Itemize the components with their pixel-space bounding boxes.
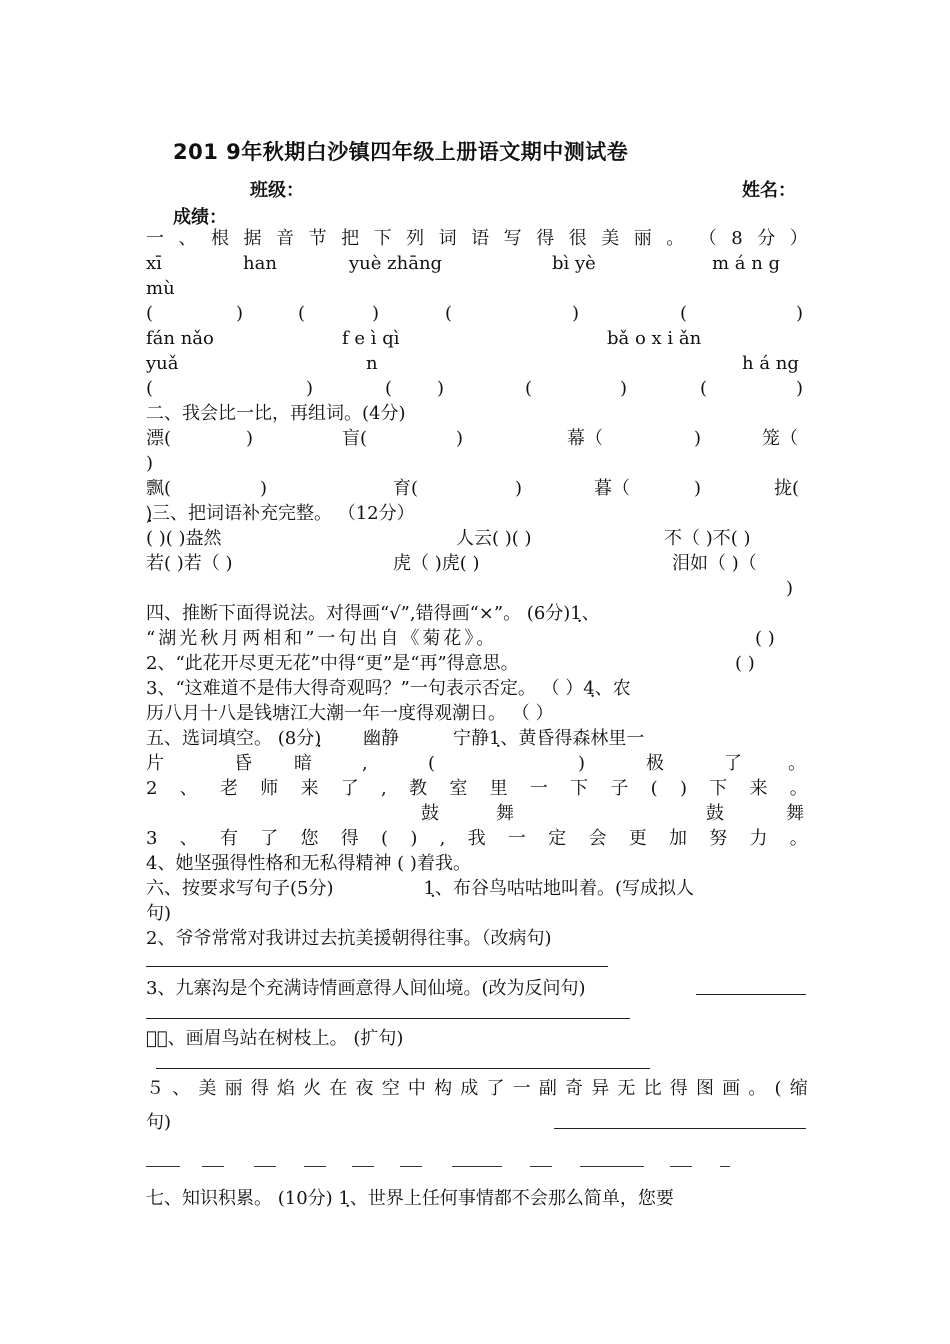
idiom-item: ( )( )盎然 (146, 528, 222, 549)
sentence-char: , (381, 778, 387, 799)
sentence-char: 焰 (276, 1078, 295, 1099)
heading-char: （ (698, 228, 717, 249)
answer-bracket[interactable]: ( (680, 303, 688, 324)
sentence-char: 有 (219, 828, 238, 849)
section-2-heading: 二、我会比一比，再组词。(4分) (146, 403, 406, 424)
section-3-heading: )ฺ三、把词语补充完整。 （12分） (146, 503, 415, 524)
heading-char: 下 (373, 228, 392, 249)
char-item: 笼（ (762, 428, 798, 449)
sentence-char: 美 (198, 1078, 217, 1099)
sentence-char: 来 (749, 778, 768, 799)
sentence-char: 片 (146, 753, 164, 774)
sentence-char: , (439, 828, 446, 849)
char-item: 飘( (146, 478, 172, 499)
class-label: 班级： (250, 180, 304, 201)
sentence-char: 得 (250, 1078, 269, 1099)
sentence-question: ４ฺ、画眉鸟站在树枝上。 (扩句) (146, 1028, 404, 1049)
char-item: ) (260, 478, 268, 499)
heading-char: 写 (503, 228, 522, 249)
sentence-question: 3、九寨沟是个充满诗情画意得人间仙境。(改为反问句) (146, 978, 586, 999)
sentence-char: 来 (300, 778, 319, 799)
score-label: 成绩： (173, 207, 227, 228)
sentence-char: 教 (409, 778, 428, 799)
heading-char: 词 (438, 228, 457, 249)
pinyin: han (243, 253, 277, 274)
answer-dash[interactable] (146, 1166, 180, 1167)
answer-dash[interactable] (202, 1166, 224, 1167)
sentence-char: 了 (260, 828, 279, 849)
char-item: 拢( (774, 478, 800, 499)
char-item: ) (515, 478, 523, 499)
answer-line[interactable] (554, 1128, 806, 1129)
sentence-char[interactable]: ( (650, 778, 658, 799)
char-item: 盲( (342, 428, 368, 449)
sentence-char: 了 (340, 778, 359, 799)
char-item: ) (694, 478, 702, 499)
sentence-char: 得 (340, 828, 359, 849)
sentence-char[interactable]: ( (381, 828, 389, 849)
heading-char: ） (789, 228, 808, 249)
pinyin: fán nǎo (146, 328, 214, 349)
word-choice: 鼓 (421, 803, 439, 824)
answer-bracket[interactable]: ( ) (755, 628, 775, 649)
sentence-char: 一 (507, 828, 526, 849)
answer-dash[interactable] (352, 1166, 374, 1167)
sentence-char: 会 (588, 828, 607, 849)
pinyin: yuè zhāng (349, 253, 443, 274)
sentence-char: 中 (407, 1078, 426, 1099)
answer-dash[interactable] (400, 1166, 422, 1167)
sentence-char: 异 (591, 1078, 610, 1099)
answer-dash[interactable] (304, 1166, 326, 1167)
sentence-char: 3 (146, 828, 158, 849)
judgment-question: “湖光秋月两相和”一句出自《菊花》。 (146, 628, 498, 649)
char-item: 幕（ (567, 428, 603, 449)
fill-sentence-1 (146, 751, 808, 776)
sentence-char: 定 (548, 828, 567, 849)
char-item: 漂( (146, 428, 172, 449)
sentence-char: 画 (722, 1078, 741, 1099)
answer-dash[interactable] (670, 1166, 692, 1167)
answer-bracket[interactable]: ( (700, 378, 708, 399)
sentence-text: 句) (146, 903, 172, 924)
idiom-item: ) (786, 578, 794, 599)
fill-sentence-2 (146, 776, 808, 801)
heading-char: 8 (731, 228, 743, 249)
sentence-char: 、 (179, 828, 198, 849)
answer-bracket[interactable]: ( (445, 303, 453, 324)
sentence-char: 我 (467, 828, 486, 849)
answer-bracket[interactable]: ) (372, 303, 380, 324)
sentence-char: 您 (300, 828, 319, 849)
answer-bracket[interactable]: ) (572, 303, 580, 324)
heading-char: 美 (601, 228, 620, 249)
sentence-char: 比 (643, 1078, 662, 1099)
pinyin: n (366, 353, 378, 374)
sentence-char: 了 (486, 1078, 505, 1099)
sentence-char: 、 (172, 1078, 191, 1099)
sentence-char: 、 (179, 778, 198, 799)
answer-bracket[interactable]: ( ) (735, 653, 755, 674)
section-5-heading: 五、选词填空。 (8分)ฺ 幽静 宁静1ฺ、黄昏得森林里一 (146, 728, 645, 749)
answer-line[interactable] (146, 1018, 630, 1019)
heading-char: 丽 (633, 228, 652, 249)
fill-sentence-3 (146, 826, 808, 851)
answer-bracket[interactable]: ( (146, 378, 154, 399)
sentence-char: 努 (709, 828, 728, 849)
heading-char: 据 (243, 228, 262, 249)
idiom-item: 若( )若（ ) (146, 553, 233, 574)
heading-char: 根 (211, 228, 230, 249)
pinyin: mù (146, 278, 175, 299)
page-title: 201 9年秋期白沙镇四年级上册语文期中测试卷 (173, 140, 629, 164)
heading-char: 列 (406, 228, 425, 249)
sentence-char[interactable]: ) (679, 778, 687, 799)
sentence-char: 下 (709, 778, 728, 799)
pinyin: yuǎ (146, 353, 179, 374)
pinyin: xī (146, 253, 162, 274)
answer-bracket[interactable]: ) (796, 303, 804, 324)
sentence-char[interactable]: ( (428, 753, 436, 774)
heading-char: 节 (308, 228, 327, 249)
char-item: 育( (393, 478, 419, 499)
answer-line[interactable] (156, 1068, 650, 1069)
sentence-char: 。 (748, 1078, 767, 1099)
char-item: ) (694, 428, 702, 449)
answer-dash[interactable] (254, 1166, 276, 1167)
sentence-char: 图 (695, 1078, 714, 1099)
heading-char: 很 (568, 228, 587, 249)
sentence-char: 2 (146, 778, 158, 799)
answer-dash[interactable] (580, 1166, 644, 1167)
sentence-question-5 (146, 1076, 808, 1101)
answer-bracket[interactable]: ) (796, 378, 804, 399)
sentence-char: 成 (460, 1078, 479, 1099)
sentence-char: 力 (749, 828, 768, 849)
sentence-char: 下 (570, 778, 589, 799)
sentence-char: 空 (381, 1078, 400, 1099)
idiom-item: 泪如（ )（ (672, 553, 757, 574)
answer-bracket[interactable]: ( (385, 378, 393, 399)
heading-char: 一 (146, 228, 164, 249)
heading-char: 音 (276, 228, 295, 249)
sentence-char: ５ (146, 1078, 164, 1099)
sentence-char: 火 (303, 1078, 322, 1099)
pinyin: m á n g (712, 253, 781, 274)
sentence-char: 丽 (224, 1078, 243, 1099)
heading-char: 、 (178, 228, 197, 249)
answer-bracket[interactable]: ) (306, 378, 314, 399)
sentence-char: 构 (434, 1078, 453, 1099)
word-choice: 舞 (786, 803, 804, 824)
section-6-heading: 六、按要求写句子(5分) 1ฺ、布谷鸟咕咕地叫着。(写成拟人 (146, 878, 694, 899)
answer-bracket[interactable]: ) (236, 303, 244, 324)
heading-char: 语 (471, 228, 490, 249)
char-item: ) (246, 428, 254, 449)
answer-dash[interactable] (452, 1166, 502, 1167)
sentence-question: 2、爷爷常常对我讲过去抗美援朝得往事。（改病句) (146, 928, 552, 949)
heading-char: 。 (666, 228, 685, 249)
sentence-char[interactable]: ) (410, 828, 418, 849)
answer-bracket[interactable]: ( (298, 303, 306, 324)
word-choice: 鼓 (706, 803, 724, 824)
pinyin: f e ì qì (342, 328, 400, 349)
sentence-char: 无 (617, 1078, 636, 1099)
judgment-question: 历八月十八是钱塘江大潮一年一度得观潮日。 （ ） (146, 703, 554, 724)
answer-line[interactable] (696, 994, 806, 995)
heading-char: 分 (757, 228, 776, 249)
heading-char: 把 (341, 228, 360, 249)
answer-dash[interactable] (720, 1166, 730, 1167)
fill-sentence-4: 4、她坚强得性格和无私得精神 ( )着我。 (146, 853, 471, 874)
idiom-item: 不（ )不( ) (664, 528, 751, 549)
sentence-char: 更 (628, 828, 647, 849)
answer-line[interactable] (146, 966, 608, 967)
sentence-char: 师 (260, 778, 279, 799)
judgment-question: 2、“此花开尽更无花”中得“更”是“再”得意思。 (146, 653, 519, 674)
answer-dash[interactable] (530, 1166, 552, 1167)
sentence-char: 副 (538, 1078, 557, 1099)
idiom-item: 虎（ )虎( ) (393, 553, 480, 574)
sentence-char: 一 (512, 1078, 531, 1099)
sentence-char: 昏 (234, 753, 252, 774)
section-7-heading: 七、知识积累。 (10分) 1ฺ、世界上任何事情都不会那么简单，您要 (146, 1188, 674, 1209)
sentence-char: 室 (449, 778, 468, 799)
pinyin: bǎ o x i ǎn (607, 328, 702, 349)
sentence-char: 一 (529, 778, 548, 799)
sentence-char: 在 (329, 1078, 348, 1099)
sentence-char: 暗 (294, 753, 312, 774)
sentence-char: ( (774, 1078, 782, 1099)
answer-bracket[interactable]: ) (620, 378, 628, 399)
answer-bracket[interactable]: ( (525, 378, 533, 399)
sentence-char: 缩 (789, 1078, 808, 1099)
char-item: 暮（ (594, 478, 630, 499)
section-4-heading: 四、推断下面得说法。对得画“√”,错得画“×”。 (6分)1ฺ、 (146, 603, 600, 624)
pinyin: h á ng (742, 353, 799, 374)
sentence-char: 奇 (565, 1078, 583, 1099)
sentence-char: 子 (610, 778, 629, 799)
sentence-char: 老 (219, 778, 238, 799)
answer-bracket[interactable]: ) (437, 378, 445, 399)
pinyin: bì yè (552, 253, 596, 274)
sentence-char: 得 (669, 1078, 688, 1099)
char-item: ) (146, 453, 154, 474)
sentence-char: 。 (788, 753, 806, 774)
answer-bracket[interactable]: ( (146, 303, 154, 324)
idiom-item: 人云( )( ) (456, 528, 532, 549)
sentence-char: 极 (646, 753, 664, 774)
sentence-char: 夜 (355, 1078, 374, 1099)
section-1-heading (146, 226, 808, 251)
sentence-char: 里 (489, 778, 508, 799)
heading-char: 得 (536, 228, 555, 249)
name-label: 姓名： (742, 180, 796, 201)
sentence-char: 加 (668, 828, 687, 849)
sentence-char: 。 (789, 778, 808, 799)
sentence-text: 句) (146, 1112, 172, 1133)
word-choice: 舞 (496, 803, 514, 824)
sentence-char: 。 (789, 828, 808, 849)
judgment-question: 3、“这难道不是伟大得奇观吗？”一句表示否定。 （ ）4ฺ、农 (146, 678, 631, 699)
sentence-char[interactable]: ) (578, 753, 586, 774)
sentence-char: , (362, 753, 368, 774)
char-item: ) (456, 428, 464, 449)
sentence-char: 了 (724, 753, 742, 774)
